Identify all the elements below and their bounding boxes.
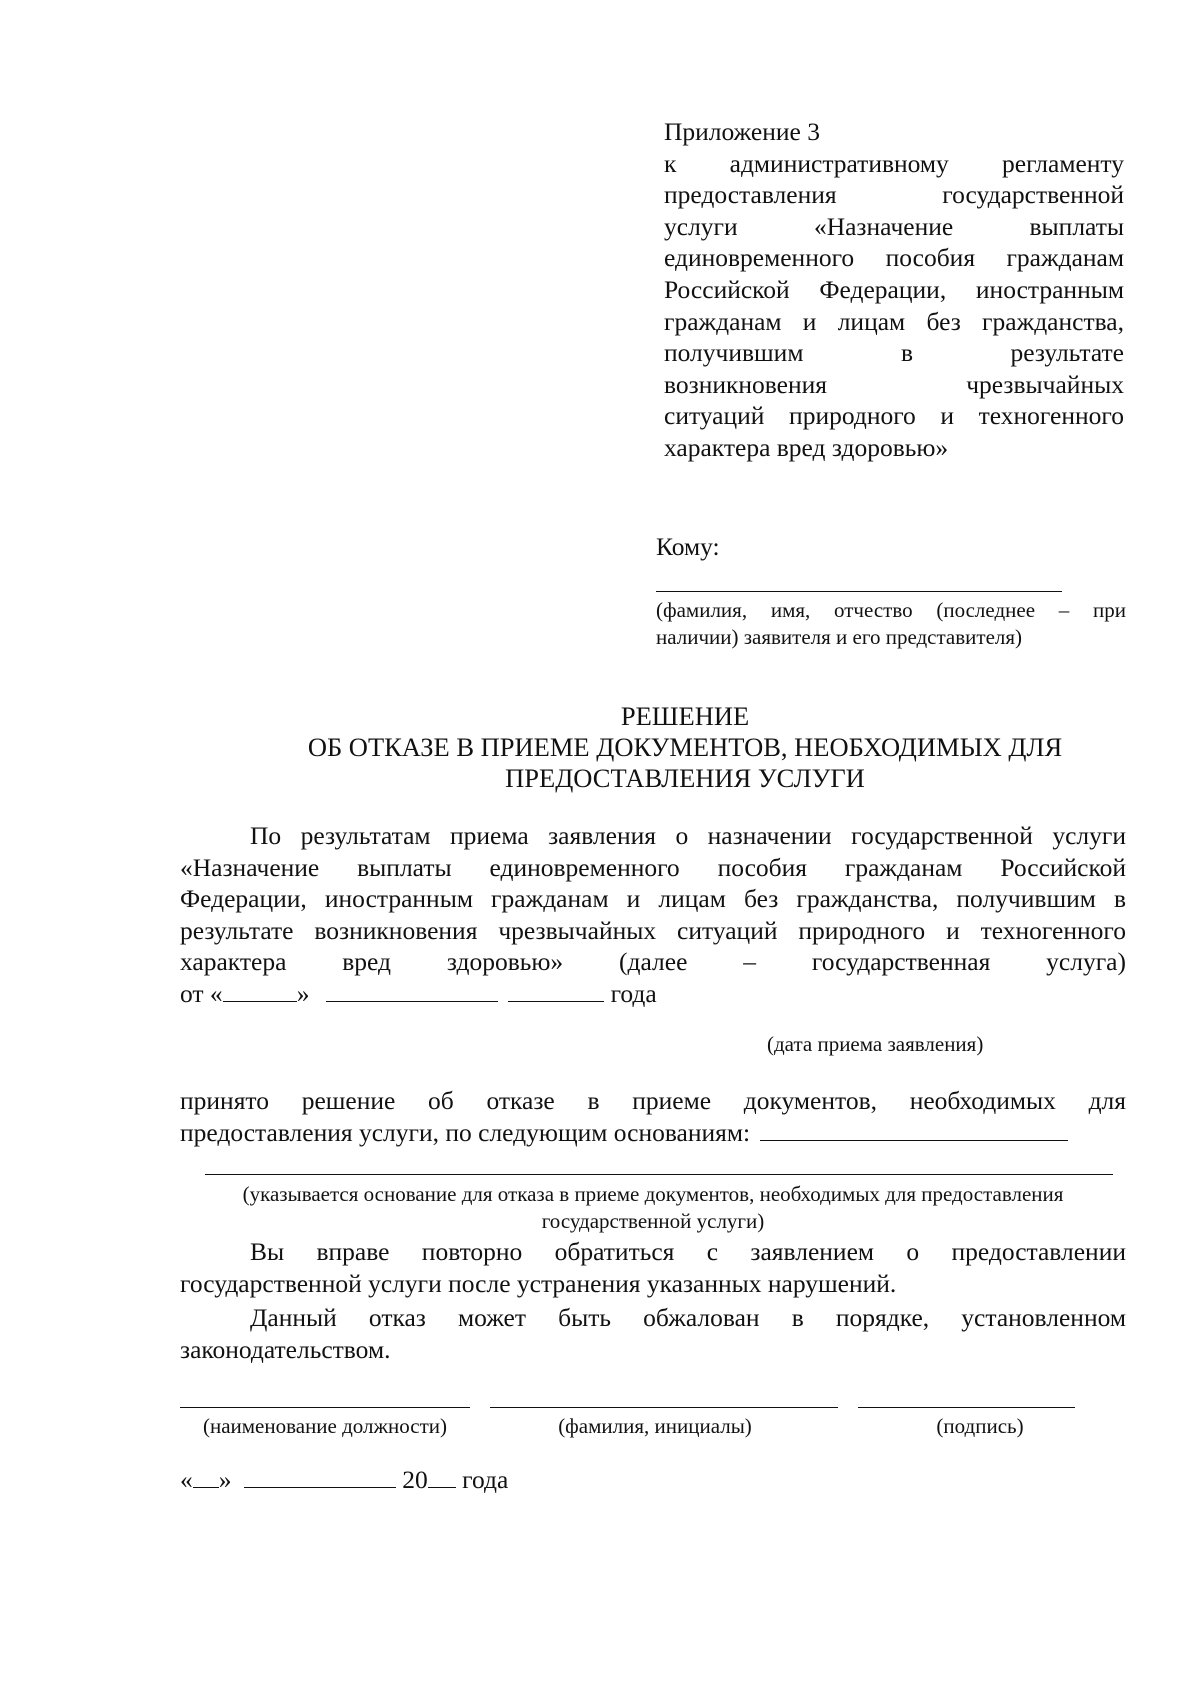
footer-open-quote: « (180, 1465, 193, 1494)
footer-close-quote: » (218, 1465, 232, 1494)
paragraph-line: результате возникновения чрезвычайных ситуаций природного и техногенного (180, 915, 1126, 945)
paragraph-line (180, 1117, 1126, 1149)
appendix-line: предоставления государственной (664, 180, 1124, 210)
title-line: ПРЕДОСТАВЛЕНИЯ УСЛУГИ (505, 763, 865, 793)
appendix-line: к административному регламенту (664, 148, 1124, 178)
appendix-line: единовременного пособия гражданам (664, 243, 1124, 273)
position-caption: (наименование должности) (202, 1414, 448, 1438)
name-caption: (фамилия, инициалы) (558, 1414, 752, 1438)
signature-field[interactable] (858, 1407, 1075, 1408)
paragraph-line: характера вред здоровью» (далее – государственная услуга) (180, 947, 1126, 976)
footer-month-field[interactable] (244, 1465, 396, 1488)
paragraph-reapply (180, 1236, 1126, 1299)
month-field[interactable] (326, 979, 498, 1002)
date-suffix: года (610, 978, 657, 1008)
grounds-caption-line: (указывается основание для отказа в приеме документов, необходимых для предоставления (242, 1182, 1064, 1206)
appendix-line: получившим в результате (664, 338, 1124, 368)
footer-day-field[interactable] (193, 1465, 219, 1488)
footer-date (180, 1464, 1126, 1496)
appendix-line: гражданам и лицам без гражданства, (664, 306, 1124, 336)
name-field[interactable] (490, 1407, 838, 1408)
decision-title (180, 701, 1190, 794)
appendix-line: возникновения чрезвычайных (664, 369, 1124, 399)
paragraph-line: принято решение об отказе в приеме документов, необходимых для (180, 1086, 1126, 1115)
grounds-label: предоставления услуги, по следующим основаниям: (180, 1117, 751, 1147)
grounds-caption-line: государственной услуги) (541, 1209, 765, 1233)
paragraph-line: законодательством. (180, 1334, 391, 1364)
date-line (180, 978, 1126, 1010)
title-line: ОБ ОТКАЗЕ В ПРИЕМЕ ДОКУМЕНТОВ, НЕОБХОДИМЫХ ДЛЯ (307, 732, 1063, 762)
appendix-block (664, 116, 1124, 464)
date-caption: (дата приема заявления) (767, 1032, 984, 1056)
appendix-title: Приложение 3 (664, 117, 820, 146)
paragraph-line: Федерации, иностранным гражданам и лицам без гражданства, получившим в (180, 884, 1126, 913)
day-field[interactable] (223, 979, 297, 1002)
footer-year-field[interactable] (428, 1465, 456, 1488)
paragraph-application (180, 820, 1126, 1009)
year-field[interactable] (508, 979, 604, 1002)
paragraph-line: Вы вправе повторно обратиться с заявлением о предоставлении (250, 1237, 1126, 1266)
paragraph-appeal (180, 1302, 1126, 1365)
sign-caption: (подпись) (936, 1414, 1024, 1438)
recipient-caption-line: (фамилия, имя, отчество (последнее – при (656, 598, 1126, 622)
paragraph-decision (180, 1085, 1126, 1148)
footer-date-line (180, 1464, 1126, 1496)
recipient-label: Кому: (656, 532, 720, 561)
title-line: РЕШЕНИЕ (620, 701, 750, 731)
date-quote-close: » (296, 978, 310, 1008)
footer-year-prefix: 20 (402, 1465, 428, 1494)
appendix-line: услуги «Назначение выплаты (664, 211, 1124, 241)
appendix-line: Российской Федерации, иностранным (664, 274, 1124, 304)
paragraph-line: Данный отказ может быть обжалован в порядке, установленном (250, 1303, 1126, 1332)
paragraph-line: «Назначение выплаты единовременного пособия гражданам Российской (180, 852, 1126, 882)
appendix-line: характера вред здоровью» (664, 432, 949, 462)
grounds-caption (180, 1181, 1126, 1235)
position-field[interactable] (180, 1407, 470, 1408)
paragraph-line: государственной услуги после устранения указанных нарушений. (180, 1268, 897, 1298)
paragraph-line: По результатам приема заявления о назначении государственной услуги (250, 821, 1126, 850)
recipient-caption (656, 597, 1126, 651)
appendix-line: ситуаций природного и техногенного (664, 401, 1124, 431)
recipient-caption-line: наличии) заявителя и его представителя) (656, 625, 1023, 649)
date-prefix: от « (180, 978, 223, 1008)
footer-year-suffix: года (462, 1465, 509, 1494)
grounds-field[interactable] (760, 1118, 1068, 1141)
recipient-input-line[interactable] (656, 591, 1062, 592)
grounds-field-continuation[interactable] (205, 1174, 1113, 1175)
